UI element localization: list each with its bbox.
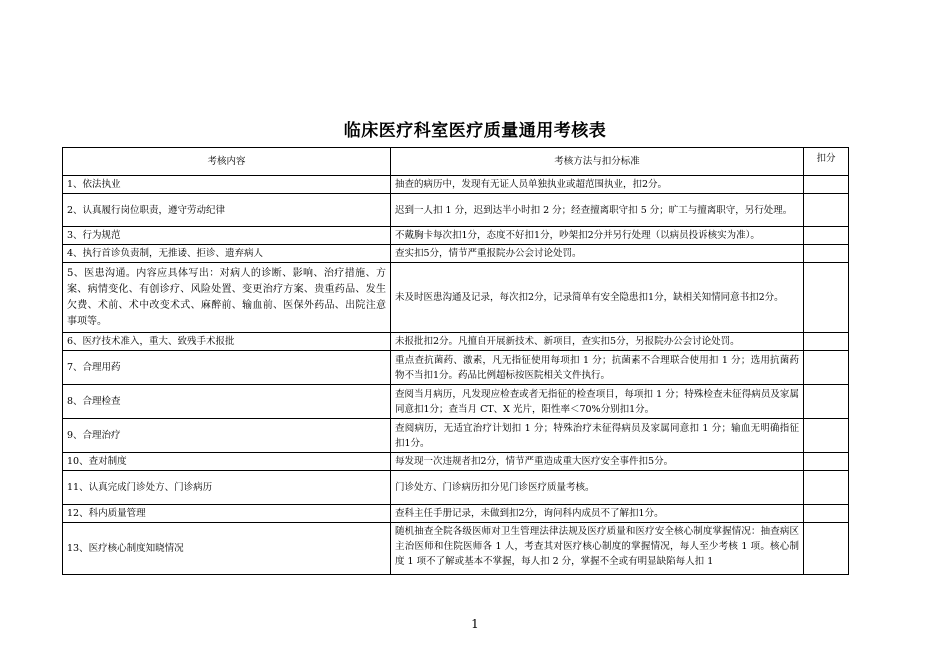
row-method-text: 重点查抗菌药、激素，凡无指征使用每项扣 1 分；抗菌素不合理联合使用扣 1 分；选用抗菌药物不当扣1分。药品比例超标按医院相关文件执行。 bbox=[395, 354, 799, 381]
row-method: 每发现一次违规者扣2分，情节严重造成重大医疗安全事件扣5分。 bbox=[391, 453, 804, 471]
table-row bbox=[63, 505, 849, 523]
row-method bbox=[391, 351, 804, 385]
row-content: 7、合理用药 bbox=[63, 351, 391, 385]
header-deduct: 扣分 bbox=[804, 148, 849, 176]
assessment-table bbox=[62, 147, 849, 575]
row-content: 4、执行首诊负责制，无推诿、拒诊、遗弃病人 bbox=[63, 245, 391, 263]
row-method bbox=[391, 419, 804, 453]
row-deduct-cell bbox=[804, 194, 849, 227]
page-number: 1 bbox=[471, 617, 479, 631]
row-content: 9、合理治疗 bbox=[63, 419, 391, 453]
row-deduct-cell bbox=[804, 385, 849, 419]
header-content: 考核内容 bbox=[63, 148, 391, 176]
row-content: 10、查对制度 bbox=[63, 453, 391, 471]
table-row bbox=[63, 453, 849, 471]
row-content: 13、医疗核心制度知晓情况 bbox=[63, 523, 391, 575]
table-row bbox=[63, 351, 849, 385]
row-content: 3、行为规范 bbox=[63, 227, 391, 245]
row-content bbox=[63, 263, 391, 333]
row-deduct-cell bbox=[804, 333, 849, 351]
page-title: 临床医疗科室医疗质量通用考核表 bbox=[343, 121, 607, 141]
table-row bbox=[63, 176, 849, 194]
row-deduct-cell bbox=[804, 351, 849, 385]
row-deduct-cell bbox=[804, 245, 849, 263]
row-content: 1、依法执业 bbox=[63, 176, 391, 194]
row-method-text: 查阅病历，无适宜治疗计划扣 1 分；特殊治疗未征得病员及家属同意扣 1 分；输血无明确指征扣1分。 bbox=[395, 422, 799, 449]
header-method: 考核方法与扣分标准 bbox=[391, 148, 804, 176]
row-method-text: 未及时医患沟通及记录，每次扣2分，记录简单有安全隐患扣1分，缺相关知情同意书扣2分。 bbox=[395, 292, 784, 303]
row-deduct-cell bbox=[804, 176, 849, 194]
row-method: 未报批扣2分。凡擅自开展新技术、新项目，查实扣5分，另报院办公会讨论处罚。 bbox=[391, 333, 804, 351]
row-method-text: 查阅当月病历，凡发现应检查或者无指征的检查项目，每项扣 1 分；特殊检查未征得病员及家属同意扣1分；查当月 CT、X 光片，阳性率＜70%分别扣1分。 bbox=[395, 388, 799, 415]
row-method: 不戴胸卡每次扣1分，态度不好扣1分，吵架扣2分并另行处理（以病员投诉核实为准）。 bbox=[391, 227, 804, 245]
row-deduct-cell bbox=[804, 453, 849, 471]
row-method bbox=[391, 194, 804, 227]
row-method: 门诊处方、门诊病历扣分见门诊医疗质量考核。 bbox=[391, 471, 804, 505]
table-row bbox=[63, 263, 849, 333]
row-content: 8、合理检查 bbox=[63, 385, 391, 419]
table-row bbox=[63, 471, 849, 505]
row-method: 抽查的病历中，发现有无证人员单独执业或超范围执业，扣2分。 bbox=[391, 176, 804, 194]
row-deduct-cell bbox=[804, 263, 849, 333]
table-header-row bbox=[63, 148, 849, 176]
row-method: 查实扣5分，情节严重报院办公会讨论处罚。 bbox=[391, 245, 804, 263]
row-method bbox=[391, 385, 804, 419]
row-method bbox=[391, 263, 804, 333]
row-content: 2、认真履行岗位职责，遵守劳动纪律 bbox=[63, 194, 391, 227]
table-row bbox=[63, 523, 849, 575]
row-content: 12、科内质量管理 bbox=[63, 505, 391, 523]
row-content-text: 5、医患沟通。内容应具体写出：对病人的诊断、影响、治疗措施、方案、病情变化、有创诊疗、风险处置、变更治疗方案、贵重药品、发生欠费、术前、术中改变术式、麻醉前、输血前、医保外药品、出院注意事项等。 bbox=[67, 267, 386, 327]
table-row bbox=[63, 385, 849, 419]
table-row bbox=[63, 245, 849, 263]
row-deduct-cell bbox=[804, 505, 849, 523]
row-content: 11、认真完成门诊处方、门诊病历 bbox=[63, 471, 391, 505]
row-deduct-cell bbox=[804, 227, 849, 245]
row-method-text: 迟到一人扣 1 分，迟到达半小时扣 2 分；经查擅离职守扣 5 分；旷工与擅离职守，另行处理。 bbox=[395, 204, 793, 216]
row-deduct-cell bbox=[804, 419, 849, 453]
table-row bbox=[63, 227, 849, 245]
row-method-text: 随机抽查全院各级医师对卫生管理法律法规及医疗质量和医疗安全核心制度掌握情况：抽查病区主治医师和住院医师各 1 人，考查其对医疗核心制度的掌握情况，每人至少考核 1 项。核心制度 1 项不了解或基本不掌握，每人扣 2 分，掌握不全或有明显缺陷每人扣 1 bbox=[395, 526, 799, 567]
table-row bbox=[63, 194, 849, 227]
row-deduct-cell bbox=[804, 471, 849, 505]
row-method bbox=[391, 523, 804, 575]
row-method: 查科主任手册记录，未做到扣2分，询问科内成员不了解扣1分。 bbox=[391, 505, 804, 523]
row-deduct-cell bbox=[804, 523, 849, 575]
table-row bbox=[63, 333, 849, 351]
table-row bbox=[63, 419, 849, 453]
row-content: 6、医疗技术准入，重大、致残手术报批 bbox=[63, 333, 391, 351]
